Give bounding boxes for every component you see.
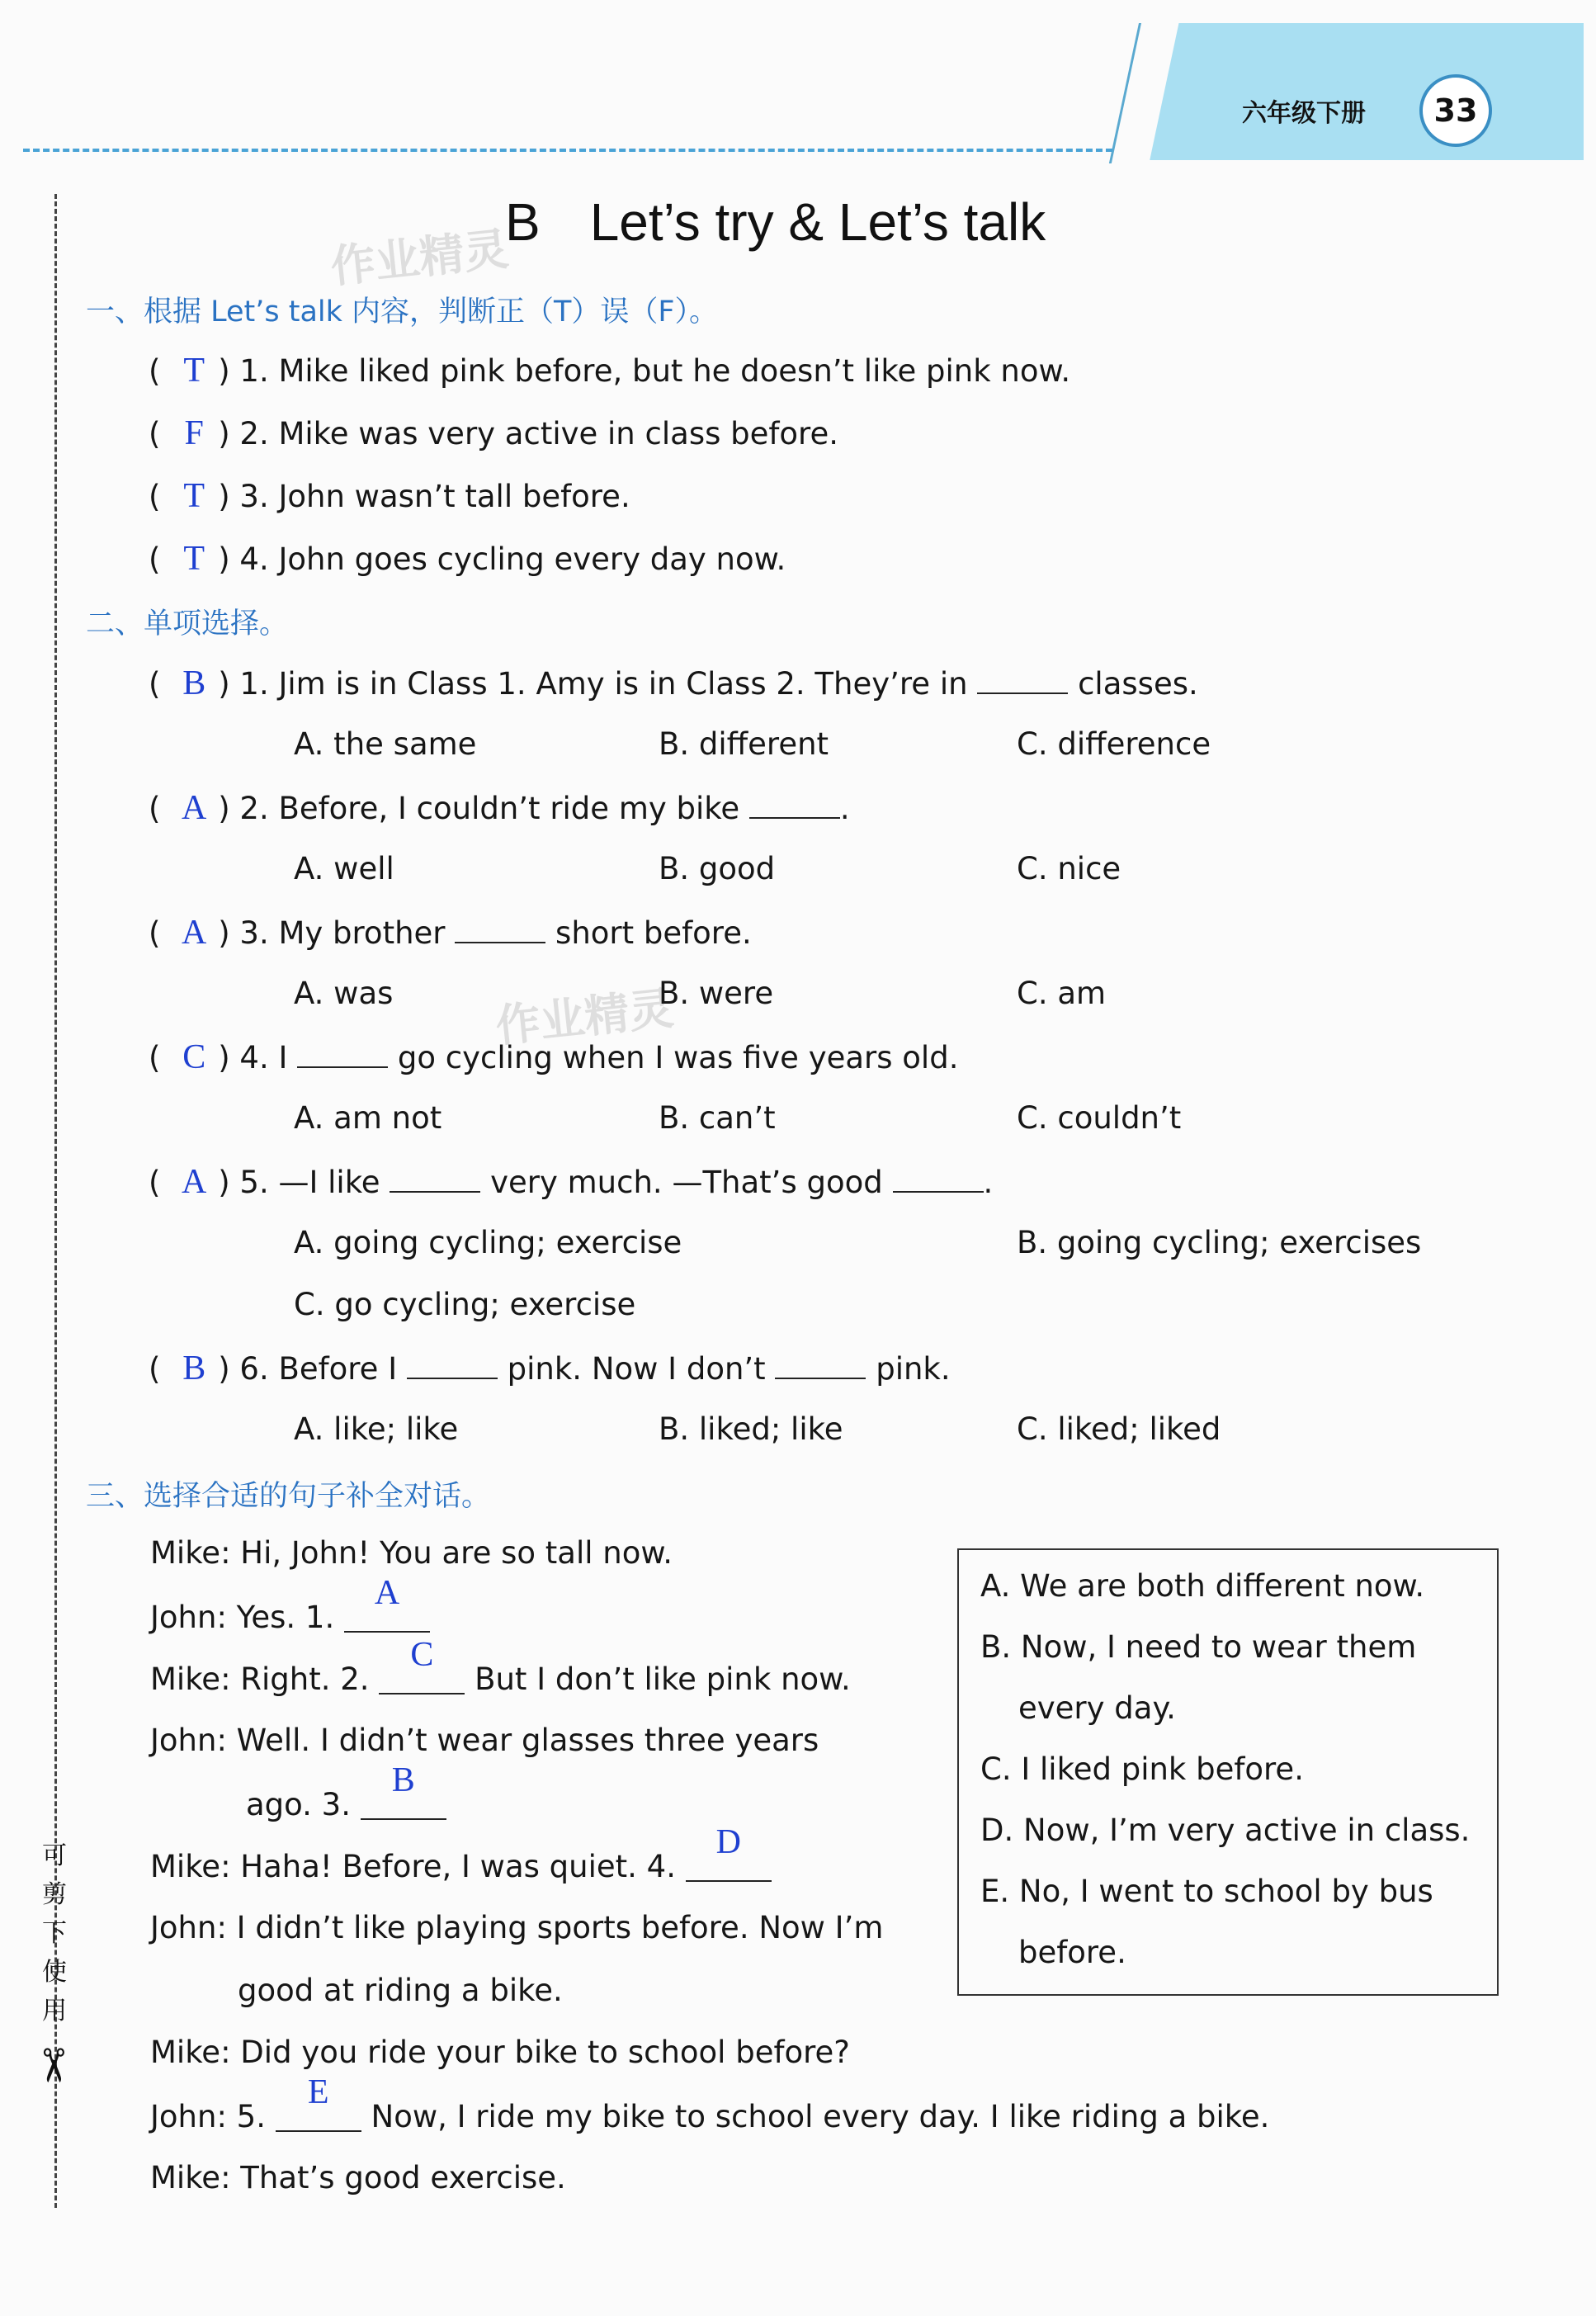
option-item: A. We are both different now. [980,1568,1425,1604]
blank [749,792,840,819]
answer: E [307,2073,329,2111]
option-b: B. were [659,976,774,1011]
option-a: A. was [294,976,394,1011]
watermark: 作业精灵 [493,981,677,1053]
page-number: 33 [1419,74,1492,147]
option-item: B. Now, I need to wear them [980,1629,1417,1665]
section-heading: 一、根据 Let’s talk 内容，判断正（T）误（F）。 [86,295,719,328]
answer-blank [361,1761,446,1820]
dialogue-line: Mike: Right. 2. C But I don’t like pink now. [150,1636,851,1697]
option-c: C. am [1017,976,1107,1011]
option-b: B. going cycling; exercises [1017,1225,1422,1260]
answer-blank [344,1574,430,1633]
watermark: 作业精灵 [328,222,512,294]
page-title: B Let’s try & Let’s talk [505,192,1046,252]
option-b: B. good [659,851,776,886]
answer: A [182,789,207,827]
option-item: before. [1018,1935,1126,1970]
option-b: B. different [659,726,829,762]
option-c: C. nice [1017,851,1121,886]
blank [407,1353,498,1379]
answer: D [715,1823,741,1861]
grade-label: 六年级下册 [1242,99,1366,128]
question-row: ( T ) 3. John wasn’t tall before. [149,477,630,515]
option-c: C. liked; liked [1017,1411,1221,1447]
dialogue-line: Mike: Did you ride your bike to school before? [150,2035,850,2070]
header-dashed-line [23,149,1112,152]
section-heading: 三、选择合适的句子补全对话。 [86,1480,491,1513]
answer: B [182,1349,206,1387]
blank [977,668,1068,694]
answer: T [183,352,205,390]
dialogue-line: Mike: Haha! Before, I was quiet. 4. D [150,1847,772,1884]
blank [390,1166,480,1193]
option-item: every day. [1018,1690,1176,1726]
answer: C [410,1636,434,1674]
question-row: ( C ) 4. I go cycling when I was five years old. [149,1038,959,1076]
option-a: A. going cycling; exercise [294,1225,682,1260]
question-row: ( A ) 3. My brother short before. [149,914,752,952]
dialogue-line: John: Yes. 1. A [150,1598,430,1635]
question-row: ( B ) 1. Jim is in Class 1. Amy is in Class 2. They’re in classes. [149,664,1198,702]
question-row: ( T ) 4. John goes cycling every day now. [149,540,786,578]
dialogue-line: Mike: Hi, John! You are so tall now. [150,1535,673,1571]
blank [297,1042,388,1068]
option-b: B. liked; like [659,1411,843,1447]
scissors-icon: ✂ [25,2046,79,2085]
options-box [957,1548,1499,1996]
question-row: ( A ) 2. Before, I couldn’t ride my bike . [149,789,850,827]
option-c: C. go cycling; exercise [294,1287,636,1322]
answer: F [184,414,204,452]
option-c: C. difference [1017,726,1211,762]
option-b: B. can’t [659,1100,776,1136]
question-row: ( A ) 5. —I like very much. —That’s good . [149,1163,994,1201]
option-a: A. the same [294,726,477,762]
blank [455,917,545,943]
question-row: ( T ) 1. Mike liked pink before, but he doesn’t like pink now. [149,352,1071,390]
dialogue-line: good at riding a bike. [238,1973,563,2008]
option-item: C. I liked pink before. [980,1751,1304,1787]
answer: B [391,1761,415,1799]
option-c: C. couldn’t [1017,1100,1182,1136]
dialogue-line: Mike: That’s good exercise. [150,2160,566,2195]
answer-blank [379,1636,465,1694]
blank [893,1166,984,1193]
dialogue-line: ago. 3. B [246,1785,446,1822]
cut-instruction: 可 剪 下 使 用 [42,1841,67,2025]
question-row: ( B ) 6. Before I pink. Now I don’t pink. [149,1349,951,1387]
answer: T [183,477,205,515]
answer: A [374,1574,400,1612]
answer: C [182,1038,206,1076]
option-a: A. am not [294,1100,442,1136]
blank [775,1353,866,1379]
option-item: D. Now, I’m very active in class. [980,1813,1471,1848]
answer: T [183,540,205,578]
question-row: ( F ) 2. Mike was very active in class before. [149,414,838,452]
header-band [1135,23,1584,160]
option-a: A. like; like [294,1411,459,1447]
section-heading: 二、单项选择。 [86,607,289,640]
answer: B [182,664,206,702]
dialogue-line: John: Well. I didn’t wear glasses three years [150,1723,819,1758]
answer-blank [276,2073,361,2132]
dialogue-line: John: I didn’t like playing sports before. Now I’m [150,1910,884,1945]
option-a: A. well [294,851,394,886]
option-item: E. No, I went to school by bus [980,1874,1433,1909]
answer-blank [686,1823,772,1882]
answer: A [182,914,207,952]
answer: A [182,1163,207,1201]
dialogue-line: John: 5. E Now, I ride my bike to school every day. I like riding a bike. [150,2073,1270,2134]
